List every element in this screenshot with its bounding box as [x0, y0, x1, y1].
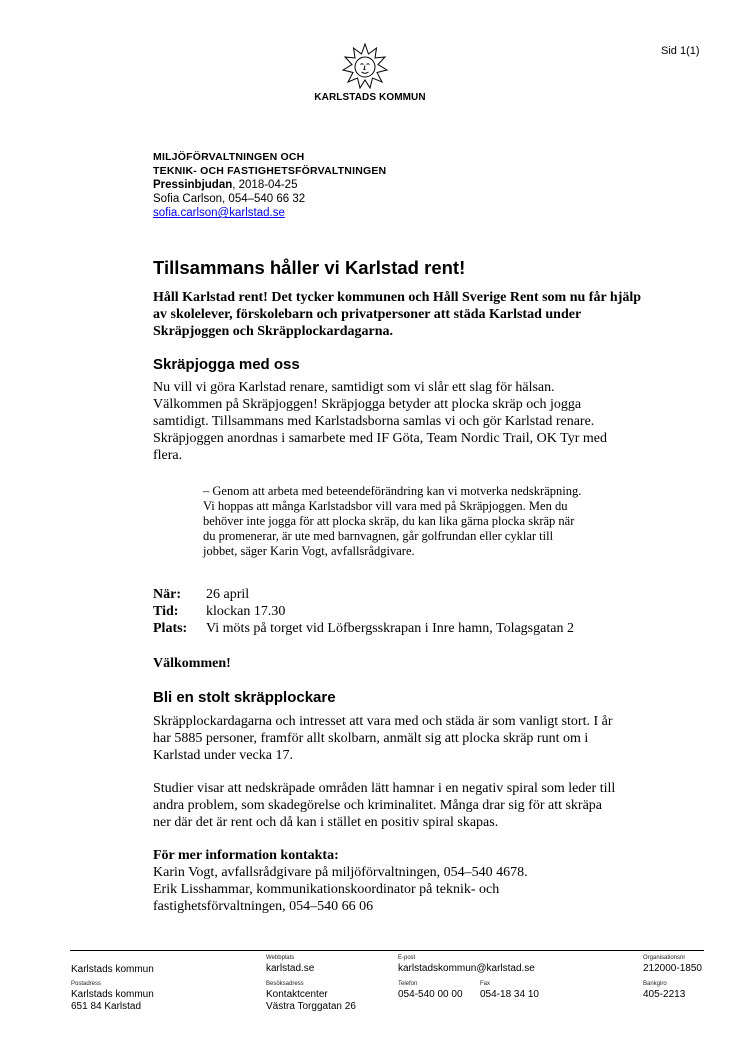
department-line-2: TEKNIK- OCH FASTIGHETSFÖRVALTNINGEN [153, 165, 387, 177]
section-paragraph-1: Skräpplockardagarna och intresset att vara med och städa är som vanligt stort. I år har 5885 personer, framför allt skolbarn, anmält sig att plocka skräp runt om i Karlstad under vecka 17. [153, 714, 613, 763]
footer-postadress-2: 651 84 Karlstad [71, 1001, 142, 1012]
contact-line-3: fastighetsförvaltningen, 054–540 66 06 [153, 899, 374, 914]
doc-type: Pressinbjudan [153, 179, 233, 191]
detail-row-when [153, 586, 574, 603]
contact-info [153, 847, 623, 915]
detail-value: klockan 17.30 [206, 604, 286, 619]
footer-besok-2: Västra Torggatan 26 [266, 1001, 356, 1012]
footer-bankgiro-label: Bankgiro [643, 981, 667, 987]
contact-line-2: Erik Lisshammar, kommunikationskoordinator på teknik- och [153, 882, 500, 897]
detail-label: Plats: [153, 621, 188, 636]
footer-postadress-1: Karlstads kommun [71, 989, 154, 1000]
sender-block [153, 150, 386, 220]
lead-paragraph: Håll Karlstad rent! Det tycker kommunen och Håll Sverige Rent som nu får hjälp av skolelever, förskolebarn och privatpersoner att städa Karlstad under Skräpjoggen och Skräpplockardagarna. [153, 290, 642, 339]
footer-orgnr-label: Organisationsnr [643, 955, 686, 961]
doc-date: , 2018-04-25 [232, 179, 298, 191]
footer-epost: karlstadskommun@karlstad.se [398, 963, 535, 974]
section-heading-skrapplockare: Bli en stolt skräpplockare [153, 689, 336, 706]
footer-webbplats-label: Webbplats [266, 955, 295, 961]
footer-divider [70, 950, 704, 951]
logo-name: KARLSTADS KOMMUN [314, 92, 426, 103]
detail-value: Vi möts på torget vid Löfbergsskrapan i Inre hamn, Tolagsgatan 2 [206, 621, 574, 636]
doc-type-line [153, 178, 386, 192]
section-heading-skrapjogga: Skräpjogga med oss [153, 356, 300, 373]
footer-orgnr: 212000-1850 [643, 963, 702, 974]
contact-line-1: Karin Vogt, avfallsrådgivare på miljöförvaltningen, 054–540 4678. [153, 865, 528, 880]
footer-fax: 054-18 34 10 [480, 989, 539, 1000]
footer-telefon: 054-540 00 00 [398, 989, 463, 1000]
footer-telefon-label: Telefon [398, 981, 418, 987]
footer-postadress-label: Postadress [71, 981, 102, 987]
department-line-1: MILJÖFÖRVALTNINGEN OCH [153, 151, 305, 163]
detail-label: Tid: [153, 604, 179, 619]
quote-block: – Genom att arbeta med beteendeförändring kan vi motverka nedskräpning. Vi hoppas att många Karlstadsbor vill vara med på Skräpjoggen. Men du behöver inte jogga för att plocka skräp, du kan lika gärna plocka skräp när du promenerar, är ute med barnvagnen, går golfrundan eller cyklar till jobbet, säger Karin Vogt, avfallsrådgivare. [203, 484, 582, 558]
footer-webbplats: karlstad.se [266, 963, 315, 974]
page-title: Tillsammans håller vi Karlstad rent! [153, 257, 466, 278]
detail-row-place [153, 620, 574, 637]
detail-row-time [153, 603, 574, 620]
footer-epost-label: E-post [398, 955, 416, 961]
footer-besok-label: Besöksadress [266, 981, 304, 987]
footer-bankgiro: 405-2213 [643, 989, 686, 1000]
detail-label: När: [153, 587, 181, 602]
footer-org-name: Karlstads kommun [71, 964, 154, 975]
contact-heading: För mer information kontakta: [153, 848, 339, 863]
page-number: Sid 1(1) [661, 45, 700, 57]
welcome-text: Välkommen! [153, 656, 231, 671]
contact-person: Sofia Carlson, 054–540 66 32 [153, 193, 306, 205]
section-paragraph-2: Studier visar att nedskräpade områden lätt hamnar i en negativ spiral som leder till andra problem, som skadegörelse och kriminalitet. Många drar sig för att skräpa ner där det är rent och då kan i stället en positiv spiral skapas. [153, 781, 616, 830]
footer-besok-1: Kontaktcenter [266, 989, 328, 1000]
footer-fax-label: Fax [480, 981, 491, 987]
email-link[interactable]: sofia.carlson@karlstad.se [153, 207, 285, 219]
section-body-skrapjogga: Nu vill vi göra Karlstad renare, samtidigt som vi slår ett slag för hälsan. Välkommen på Skräpjoggen! Skräpjogga betyder att plocka skräp och jogga samtidigt. Tillsammans med Karlstadsborna samlas vi och gör Karlstad renare. Skräpjoggen anordnas i samarbete med IF Göta, Team Nordic Trail, OK Tyr med flera. [153, 380, 607, 463]
event-details [153, 586, 574, 637]
detail-value: 26 april [206, 587, 250, 602]
karlstad-sun-emblem-icon [340, 42, 390, 92]
